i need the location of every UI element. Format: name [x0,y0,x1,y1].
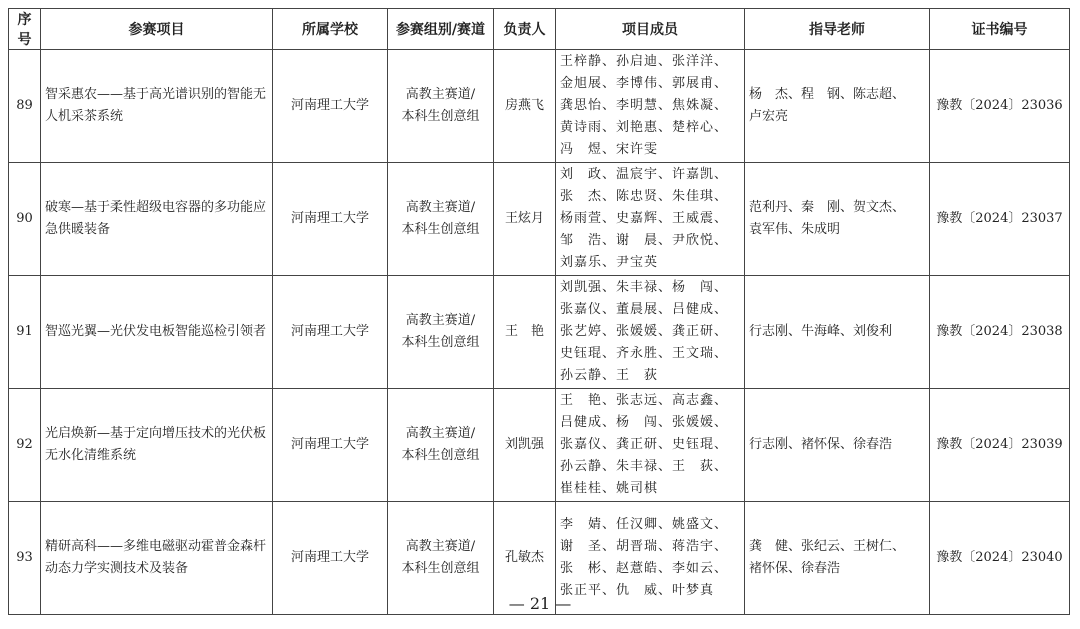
certificate-number [930,50,1070,163]
header-row [9,9,1070,50]
header-cert: 证书编号 [930,9,1070,50]
member-line: 李 婧、任汉卿、姚盛文、 [560,517,729,532]
certificate-number [930,276,1070,389]
member-line: 王梓静、孙启迪、张洋洋、 [560,54,729,69]
member-line: 刘凯强、朱丰禄、杨 闯、 [560,280,729,295]
members-cell [556,163,745,276]
leader-name: 房燕飞 [494,50,556,163]
certificate-number [930,389,1070,502]
advisors-cell [745,389,930,502]
member-line: 崔桂桂、姚司棋 [560,481,659,496]
member-line: 金旭展、李博伟、郭展甫、 [560,76,729,91]
group-cell [388,389,494,502]
project-name: 精研高科——多维电磁驱动霍普金森杆动态力学实测技术及装备 [41,502,273,615]
table-row [9,389,1070,502]
group-cell [388,163,494,276]
members-cell [556,276,745,389]
group-line: 本科生创意组 [401,109,480,124]
member-line: 张嘉仪、董晨展、吕健成、 [560,302,729,317]
advisor-line: 卢宏亮 [749,109,789,124]
member-line: 史钰琨、齐永胜、王文瑞、 [560,346,729,361]
group-cell [388,50,494,163]
table-row [9,50,1070,163]
school-name: 河南理工大学 [273,163,388,276]
project-name: 光启焕新—基于定向增压技术的光伏板无水化清维系统 [41,389,273,502]
member-line: 孙云静、王 荻 [560,368,659,383]
group-line: 高教主赛道/ [405,200,476,215]
header-members: 项目成员 [556,9,745,50]
advisor-line: 行志刚、牛海峰、刘俊利 [749,324,893,339]
member-line: 张嘉仪、龚正研、史钰琨、 [560,437,729,452]
group-line: 本科生创意组 [401,561,480,576]
header-school: 所属学校 [273,9,388,50]
advisors-cell [745,276,930,389]
members-cell [556,50,745,163]
advisor-line: 行志刚、褚怀保、徐春浩 [749,437,893,452]
leader-name: 王炫月 [494,163,556,276]
certificate-number [930,163,1070,276]
row-number: 89 [9,50,41,163]
advisor-line: 杨 杰、程 钢、陈志超、 [749,87,906,102]
member-line: 龚思怡、李明慧、焦姝凝、 [560,98,729,113]
member-line: 张 杰、陈忠贤、朱佳琪、 [560,189,729,204]
certificate-text: 豫教〔2024〕23036 [936,98,1063,113]
group-line: 本科生创意组 [401,335,480,350]
row-number: 90 [9,163,41,276]
school-name: 河南理工大学 [273,276,388,389]
member-line: 邹 浩、谢 晨、尹欣悦、 [560,233,729,248]
school-name: 河南理工大学 [273,389,388,502]
leader-name: 王 艳 [494,276,556,389]
member-line: 王 艳、张志远、高志鑫、 [560,393,729,408]
group-line: 本科生创意组 [401,222,480,237]
advisor-line: 袁军伟、朱成明 [749,222,841,237]
row-number: 92 [9,389,41,502]
header-leader: 负责人 [494,9,556,50]
advisor-line: 龚 健、张纪云、王树仁、 [749,539,906,554]
group-line: 高教主赛道/ [405,426,476,441]
member-line: 谢 圣、胡晋瑞、蒋浩宇、 [560,539,729,554]
page-number: — 21 — [508,594,572,613]
project-name: 智采惠农——基于高光谱识别的智能无人机采茶系统 [41,50,273,163]
header-project: 参赛项目 [41,9,273,50]
member-line: 吕健成、杨 闯、张媛媛、 [560,415,729,430]
member-line: 孙云静、朱丰禄、王 荻、 [560,459,729,474]
member-line: 刘嘉乐、尹宝英 [560,255,659,270]
certificate-text: 豫教〔2024〕23039 [936,437,1063,452]
project-name: 智巡光翼—光伏发电板智能巡检引领者 [41,276,273,389]
certificate-text: 豫教〔2024〕23040 [936,550,1063,565]
school-name: 河南理工大学 [273,50,388,163]
advisor-line: 范利丹、秦 刚、贺文杰、 [749,200,906,215]
member-line: 张艺婷、张媛媛、龚正研、 [560,324,729,339]
group-line: 高教主赛道/ [405,87,476,102]
certificate-text: 豫教〔2024〕23038 [936,324,1063,339]
group-line: 高教主赛道/ [405,539,476,554]
member-line: 张正平、仇 威、叶梦真 [560,583,715,598]
advisor-line: 褚怀保、徐春浩 [749,561,841,576]
member-line: 杨雨萱、史嘉辉、王威震、 [560,211,729,226]
project-name: 破寒—基于柔性超级电容器的多功能应急供暖装备 [41,163,273,276]
header-no: 序号 [9,9,41,50]
leader-name: 孔敏杰 [494,502,556,615]
header-advisors: 指导老师 [745,9,930,50]
row-number: 93 [9,502,41,615]
row-number: 91 [9,276,41,389]
group-line: 高教主赛道/ [405,313,476,328]
group-cell [388,276,494,389]
members-cell [556,389,745,502]
table-row [9,163,1070,276]
school-name: 河南理工大学 [273,502,388,615]
leader-name: 刘凯强 [494,389,556,502]
member-line: 黄诗雨、刘艳惠、楚梓心、 [560,120,729,135]
group-line: 本科生创意组 [401,448,480,463]
member-line: 张 彬、赵薏皓、李如云、 [560,561,729,576]
member-line: 冯 煜、宋许雯 [560,142,659,157]
header-group: 参赛组别/赛道 [388,9,494,50]
advisors-cell [745,50,930,163]
certificate-text: 豫教〔2024〕23037 [936,211,1063,226]
award-table [8,8,1070,615]
member-line: 刘 政、温宸宇、许嘉凯、 [560,167,729,182]
table-row [9,276,1070,389]
advisors-cell [745,163,930,276]
